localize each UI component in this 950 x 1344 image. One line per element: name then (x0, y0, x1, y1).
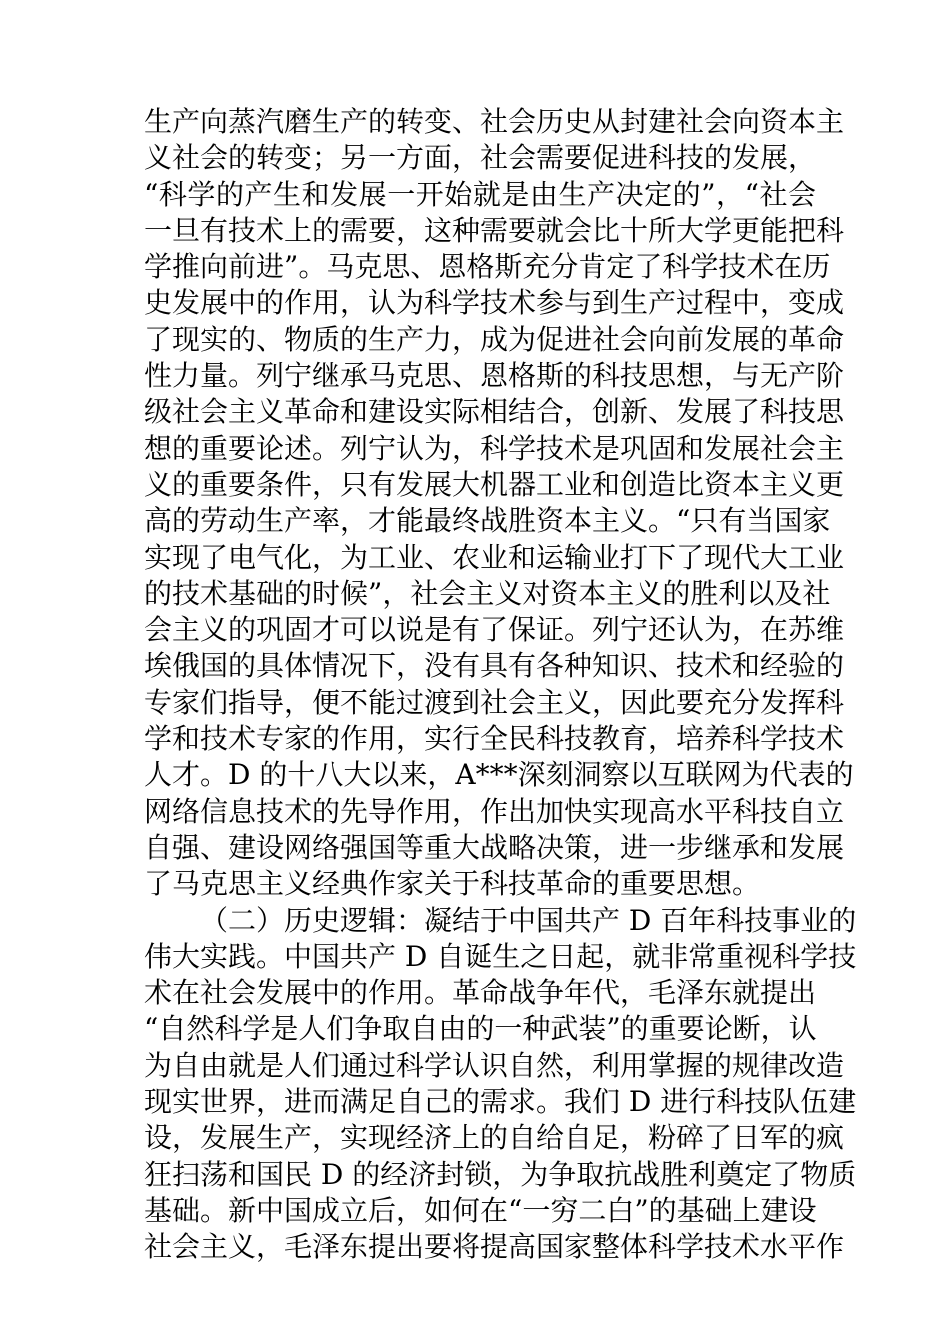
text-line: 狂扫荡和国民 D 的经济封锁，为争取抗战胜利奠定了物质 (144, 1157, 857, 1191)
text-line: 义社会的转变；另一方面，社会需要促进科技的发展， (144, 141, 817, 175)
text-line: “科学的产生和发展一开始就是由生产决定的”，“社会 (144, 177, 816, 211)
text-line: 埃俄国的具体情况下，没有具有各种知识、技术和经验的 (144, 649, 845, 683)
text-line: 级社会主义革命和建设实际相结合，创新、发展了科技思 (144, 395, 845, 429)
text-line: 人才。D 的十八大以来，A***深刻洞察以互联网为代表的 (144, 758, 854, 792)
text-line: 为自由就是人们通过科学认识自然，利用掌握的规律改造 (144, 1048, 845, 1082)
text-line: 学和技术专家的作用，实行全民科技教育，培养科学技术 (144, 722, 845, 756)
body-text (144, 104, 857, 1266)
text-line: 设，发展生产，实现经济上的自给自足，粉碎了日军的疯 (144, 1121, 845, 1155)
text-line: 专家们指导，便不能过渡到社会主义，因此要充分发挥科 (144, 685, 845, 719)
text-line: 的技术基础的时候”，社会主义对资本主义的胜利以及社 (144, 576, 831, 610)
text-line: 术在社会发展中的作用。革命战争年代，毛泽东就提出 (144, 976, 817, 1010)
text-line: 一旦有技术上的需要，这种需要就会比十所大学更能把科 (144, 213, 845, 247)
text-line: 网络信息技术的先导作用，作出加快实现高水平科技自立 (144, 794, 845, 828)
text-line: 基础。新中国成立后，如何在“一穷二白”的基础上建设 (144, 1193, 817, 1227)
text-line: 自强、建设网络强国等重大战略决策，进一步继承和发展 (144, 830, 845, 864)
text-line: 生产向蒸汽磨生产的转变、社会历史从封建社会向资本主 (144, 105, 845, 138)
text-line: 了现实的、物质的生产力，成为促进社会向前发展的革命 (144, 322, 845, 356)
text-line: 社会主义，毛泽东提出要将提高国家整体科学技术水平作 (144, 1230, 845, 1264)
text-line: 义的重要条件，只有发展大机器工业和创造比资本主义更 (144, 467, 845, 501)
text-line: 高的劳动生产率，才能最终战胜资本主义。“只有当国家 (144, 504, 831, 538)
text-line: 想的重要论述。列宁认为，科学技术是巩固和发展社会主 (144, 431, 845, 465)
text-line: 史发展中的作用，认为科学技术参与到生产过程中，变成 (144, 286, 845, 320)
section-heading-line: （二）历史逻辑：凝结于中国共产 D 百年科技事业的 (200, 903, 857, 937)
text-line: “自然科学是人们争取自由的一种武装”的重要论断，认 (144, 1012, 817, 1046)
text-line: 性力量。列宁继承马克思、恩格斯的科技思想，与无产阶 (144, 359, 845, 393)
text-line: 会主义的巩固才可以说是有了保证。列宁还认为，在苏维 (144, 613, 845, 647)
paragraph-end-line: 了马克思主义经典作家关于科技革命的重要思想。 (144, 867, 761, 901)
text-line: 现实世界，进而满足自己的需求。我们 D 进行科技队伍建 (144, 1085, 857, 1119)
text-line: 伟大实践。中国共产 D 自诞生之日起，就非常重视科学技 (144, 939, 857, 973)
text-line: 学推向前进”。马克思、恩格斯充分肯定了科学技术在历 (144, 250, 831, 284)
text-line: 实现了电气化，为工业、农业和运输业打下了现代大工业 (144, 540, 845, 574)
